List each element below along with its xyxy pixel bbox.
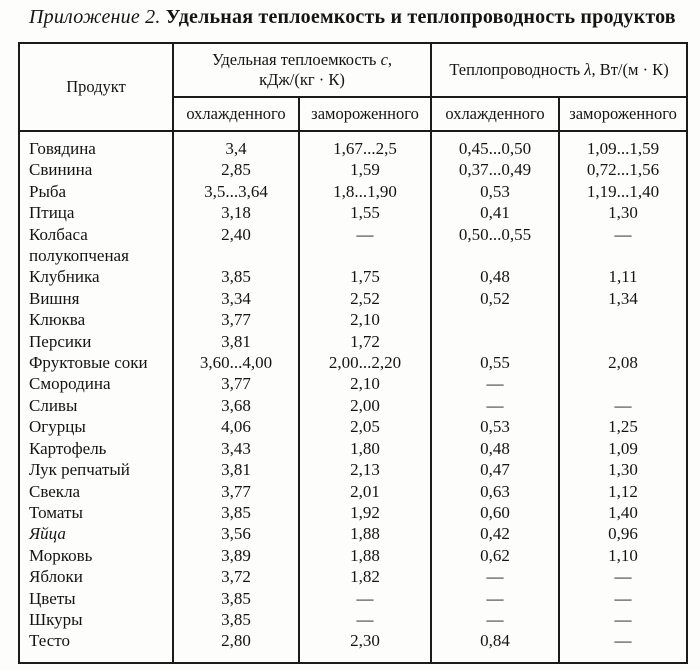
heat-frozen-value: — [299,224,431,267]
heat-frozen-value: 1,8...1,90 [299,181,431,202]
header-product: Продукт [19,43,173,131]
product-name: Свинина [19,159,173,180]
appendix-label: Приложение 2. [29,6,161,28]
header-specific-heat [173,43,431,97]
heat-frozen-value: 2,00...2,20 [299,352,431,373]
product-name: Картофель [19,438,173,459]
heat-cooled-value: 3,85 [173,266,299,287]
table-row [19,181,687,202]
conductivity-frozen-value: 0,96 [559,523,687,544]
conductivity-cooled-value: 0,47 [431,459,559,480]
conductivity-frozen-value: 1,09...1,59 [559,131,687,159]
heat-frozen-value: 2,13 [299,459,431,480]
product-name: Сливы [19,395,173,416]
conductivity-frozen-value: 1,11 [559,266,687,287]
product-name: Томаты [19,502,173,523]
heat-cooled-value: 4,06 [173,416,299,437]
product-name: Рыба [19,181,173,202]
conductivity-frozen-value: — [559,609,687,630]
product-name: Огурцы [19,416,173,437]
conductivity-cooled-value: — [431,395,559,416]
conductivity-cooled-value: 0,84 [431,630,559,662]
conductivity-frozen-value: 1,30 [559,459,687,480]
header-conductivity [431,43,687,97]
header-group-row [19,43,687,97]
table-row [19,502,687,523]
table-row [19,395,687,416]
table-row [19,481,687,502]
conductivity-frozen-value: 1,09 [559,438,687,459]
heat-frozen-value: 1,72 [299,331,431,352]
heat-cooled-value: 3,85 [173,609,299,630]
heat-cooled-value: 3,77 [173,309,299,330]
conductivity-cooled-value: 0,45...0,50 [431,131,559,159]
conductivity-cooled-value: 0,53 [431,416,559,437]
conductivity-cooled-value: 0,52 [431,288,559,309]
conductivity-frozen-value: 1,12 [559,481,687,502]
table-row [19,523,687,544]
conductivity-frozen-value: 1,19...1,40 [559,181,687,202]
subheader-heat-cooled: охлажденного [173,97,299,131]
product-name: Морковь [19,545,173,566]
product-name: Колбаса полукопченая [19,224,173,267]
conductivity-frozen-value: 0,72...1,56 [559,159,687,180]
heat-cooled-value: 3,85 [173,502,299,523]
product-name: Яйца [19,523,173,544]
table-row [19,288,687,309]
conductivity-cooled-value: 0,48 [431,266,559,287]
table-row [19,609,687,630]
table-row [19,373,687,394]
conductivity-frozen-value: 1,25 [559,416,687,437]
heat-cooled-value: 2,80 [173,630,299,662]
table-row [19,630,687,662]
heat-frozen-value: 2,05 [299,416,431,437]
conductivity-frozen-value: — [559,224,687,267]
product-name: Смородина [19,373,173,394]
conductivity-cooled-value: — [431,609,559,630]
table-body [19,131,687,663]
conductivity-frozen-value: — [559,395,687,416]
heat-cooled-value: 3,4 [173,131,299,159]
product-name: Тесто [19,630,173,662]
conductivity-cooled-value: 0,63 [431,481,559,502]
product-name: Фруктовые соки [19,352,173,373]
table-row [19,159,687,180]
heat-cooled-value: 2,40 [173,224,299,267]
table-row [19,566,687,587]
heat-frozen-value: 2,10 [299,309,431,330]
heat-cooled-value: 3,56 [173,523,299,544]
heat-frozen-value: 1,75 [299,266,431,287]
heat-cooled-value: 2,85 [173,159,299,180]
conductivity-frozen-value [559,331,687,352]
heat-cooled-value: 3,81 [173,331,299,352]
table-row [19,438,687,459]
heat-frozen-value: 1,80 [299,438,431,459]
heat-header-text: Удельная теплоемкость [212,50,381,69]
product-name: Цветы [19,588,173,609]
conductivity-frozen-value: 1,34 [559,288,687,309]
page-title [29,6,676,29]
heat-cooled-value: 3,85 [173,588,299,609]
product-name: Шкуры [19,609,173,630]
product-name: Клюква [19,309,173,330]
lambda-symbol: λ [584,60,592,79]
conductivity-frozen-value: — [559,588,687,609]
subheader-conductivity-cooled: охлажденного [431,97,559,131]
conductivity-cooled-value: — [431,373,559,394]
heat-cooled-value: 3,18 [173,202,299,223]
heat-cooled-value: 3,68 [173,395,299,416]
conductivity-frozen-value: 1,40 [559,502,687,523]
conductivity-frozen-value: 2,08 [559,352,687,373]
heat-cooled-value: 3,89 [173,545,299,566]
heat-frozen-value: 2,01 [299,481,431,502]
conductivity-frozen-value: 1,10 [559,545,687,566]
heat-header-units: кДж/(кг · К) [259,70,345,89]
title-text: Удельная теплоемкость и теплопроводность продуктов [165,6,676,28]
heat-frozen-value: 1,67...2,5 [299,131,431,159]
conductivity-cooled-value: 0,60 [431,502,559,523]
heat-frozen-value: — [299,609,431,630]
heat-frozen-value: 2,30 [299,630,431,662]
heat-cooled-value: 3,72 [173,566,299,587]
heat-cooled-value: 3,77 [173,373,299,394]
conductivity-frozen-value: — [559,566,687,587]
table-row [19,309,687,330]
product-name: Говядина [19,131,173,159]
heat-cooled-value: 3,60...4,00 [173,352,299,373]
table-header [19,43,687,131]
product-name: Лук репчатый [19,459,173,480]
heat-cooled-value: 3,5...3,64 [173,181,299,202]
product-name: Вишня [19,288,173,309]
conductivity-cooled-value: 0,53 [431,181,559,202]
table-row [19,266,687,287]
heat-frozen-value: 1,88 [299,523,431,544]
conductivity-header-text: Теплопроводность [449,60,585,79]
conductivity-cooled-value: 0,42 [431,523,559,544]
table-row [19,224,687,267]
conductivity-frozen-value: — [559,630,687,662]
conductivity-cooled-value: 0,50...0,55 [431,224,559,267]
heat-header-comma: , [387,50,393,69]
heat-frozen-value: 1,55 [299,202,431,223]
products-properties-table [18,42,688,664]
heat-frozen-value: 1,59 [299,159,431,180]
heat-cooled-value: 3,43 [173,438,299,459]
table-row [19,131,687,159]
table-row [19,331,687,352]
conductivity-cooled-value: 0,55 [431,352,559,373]
conductivity-cooled-value: 0,62 [431,545,559,566]
heat-frozen-value: 2,00 [299,395,431,416]
table-row [19,459,687,480]
heat-frozen-value: 2,52 [299,288,431,309]
conductivity-frozen-value [559,309,687,330]
heat-cooled-value: 3,77 [173,481,299,502]
conductivity-frozen-value: 1,30 [559,202,687,223]
heat-frozen-value: — [299,588,431,609]
heat-symbol: с [380,50,388,69]
conductivity-cooled-value [431,309,559,330]
conductivity-frozen-value [559,373,687,394]
heat-frozen-value: 2,10 [299,373,431,394]
heat-frozen-value: 1,82 [299,566,431,587]
product-name: Персики [19,331,173,352]
product-name: Яблоки [19,566,173,587]
conductivity-cooled-value: 0,48 [431,438,559,459]
heat-cooled-value: 3,81 [173,459,299,480]
heat-cooled-value: 3,34 [173,288,299,309]
heat-frozen-value: 1,88 [299,545,431,566]
table-row [19,545,687,566]
subheader-heat-frozen: замороженного [299,97,431,131]
conductivity-cooled-value: — [431,588,559,609]
conductivity-header-units: , Вт/(м · К) [591,60,669,79]
conductivity-cooled-value: — [431,566,559,587]
conductivity-cooled-value: 0,37...0,49 [431,159,559,180]
subheader-conductivity-frozen: замороженного [559,97,687,131]
table-row [19,202,687,223]
product-name: Птица [19,202,173,223]
heat-frozen-value: 1,92 [299,502,431,523]
conductivity-cooled-value: 0,41 [431,202,559,223]
table-row [19,352,687,373]
conductivity-cooled-value [431,331,559,352]
product-name: Свекла [19,481,173,502]
table-row [19,416,687,437]
table-row [19,588,687,609]
product-name: Клубника [19,266,173,287]
